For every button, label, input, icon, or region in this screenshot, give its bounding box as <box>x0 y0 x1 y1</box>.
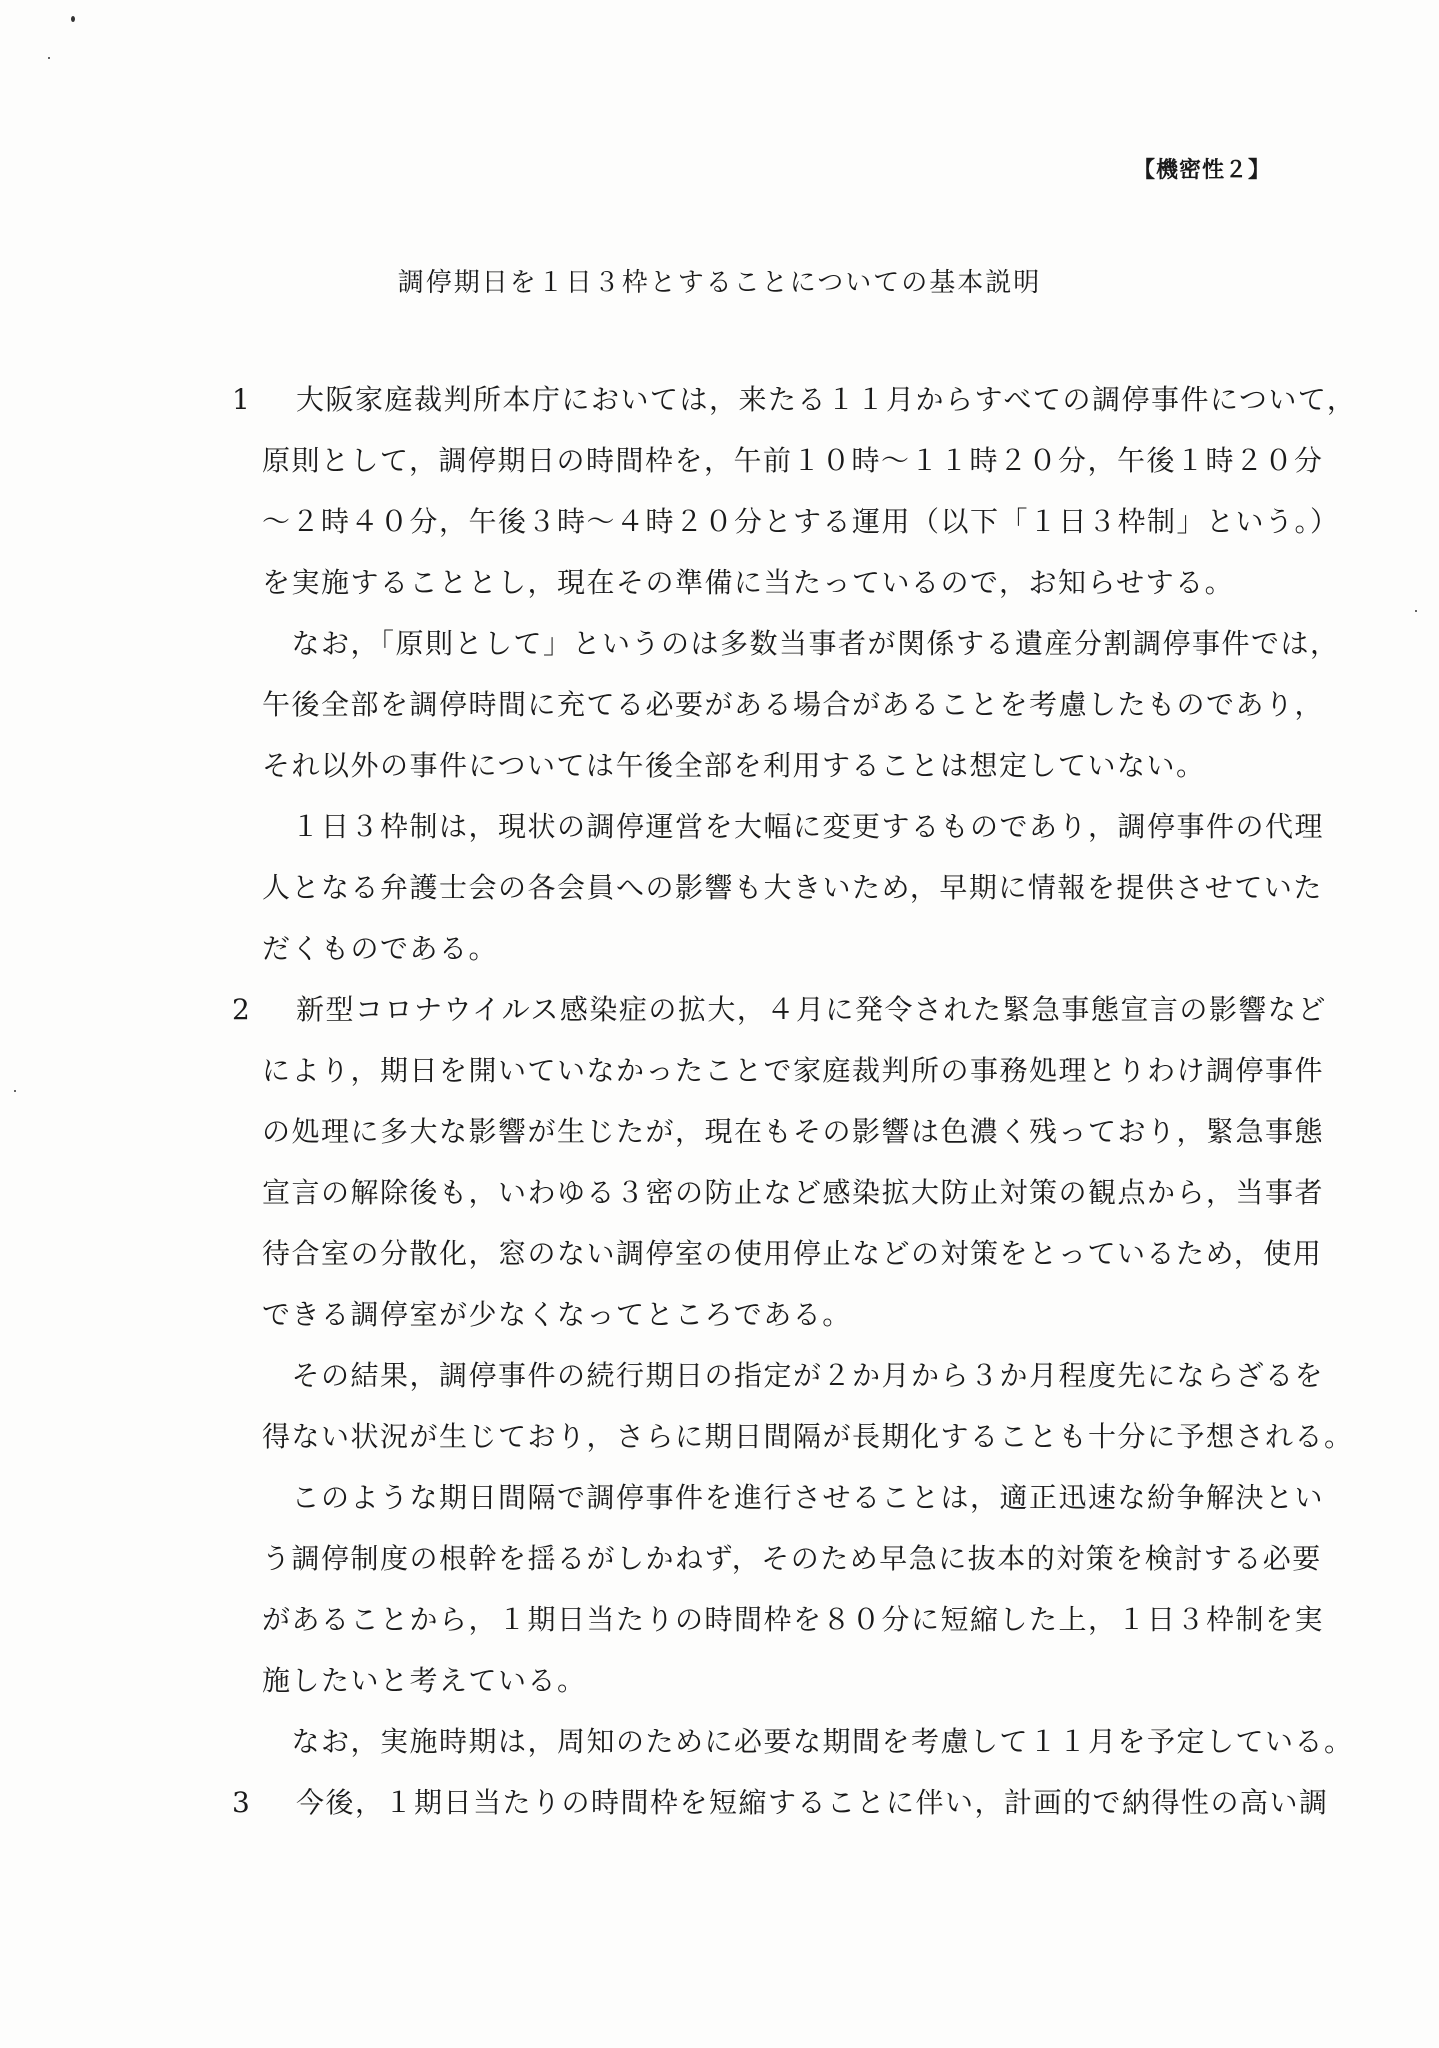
confidentiality-label: 【機密性２】 <box>1132 158 1271 183</box>
body-line: 原則として，調停期日の時間枠を，午前１０時～１１時２０分，午後１時２０分 <box>262 444 1324 477</box>
body-line: 人となる弁護士会の各会員への影響も大きいため，早期に情報を提供させていた <box>262 871 1323 904</box>
body-line: その結果，調停事件の続行期日の指定が２か月から３か月程度先にならざるを <box>262 1359 1325 1392</box>
body-line: 得ない状況が生じており，さらに期日間隔が長期化することも十分に予想される。 <box>262 1420 1354 1453</box>
document-title: 調停期日を１日３枠とすることについての基本説明 <box>397 268 1042 298</box>
body-line: 待合室の分散化，窓のない調停室の使用停止などの対策をとっているため，使用 <box>262 1237 1323 1270</box>
body-line: できる調停室が少なくなってところである。 <box>262 1298 852 1331</box>
body-line: 今後，１期日当たりの時間枠を短縮することに伴い，計画的で納得性の高い調 <box>296 1786 1329 1819</box>
body-line: の処理に多大な影響が生じたが，現在もその影響は色濃く残っており，緊急事態 <box>262 1115 1325 1148</box>
section-number: 1 <box>232 383 250 416</box>
scan-speck <box>48 57 50 59</box>
section-number: 3 <box>232 1786 250 1819</box>
body-line: を実施することとし，現在その準備に当たっているので，お知らせする。 <box>262 566 1235 599</box>
body-line: 大阪家庭裁判所本庁においては，来たる１１月からすべての調停事件について， <box>296 383 1357 416</box>
body-line: により，期日を開いていなかったことで家庭裁判所の事務処理とりわけ調停事件 <box>262 1054 1325 1087</box>
scan-speck <box>14 1090 16 1092</box>
scan-speck <box>1415 610 1417 612</box>
body-line: ～２時４０分，午後３時～４時２０分とする運用（以下「１日３枠制」という。） <box>262 505 1340 538</box>
body-line: う調停制度の根幹を揺るがしかねず，そのため早急に抜本的対策を検討する必要 <box>262 1542 1322 1575</box>
body-line: それ以外の事件については午後全部を利用することは想定していない。 <box>262 749 1206 782</box>
body-line: 宣言の解除後も，いわゆる３密の防止など感染拡大防止対策の観点から，当事者 <box>262 1176 1325 1209</box>
body-line: 午後全部を調停時間に充てる必要がある場合があることを考慮したものであり， <box>262 688 1325 721</box>
body-line: 施したいと考えている。 <box>262 1664 587 1697</box>
body-line: だくものである。 <box>262 932 499 965</box>
body-line: 新型コロナウイルス感染症の拡大，４月に発令された緊急事態宣言の影響など <box>296 993 1327 1026</box>
body-line: このような期日間隔で調停事件を進行させることは，適正迅速な紛争解決とい <box>262 1481 1325 1514</box>
scan-speck <box>71 16 75 22</box>
body-line: なお，「原則として」というのは多数当事者が関係する遺産分割調停事件では， <box>262 627 1340 660</box>
body-line: １日３枠制は，現状の調停運営を大幅に変更するものであり，調停事件の代理 <box>262 810 1325 843</box>
body-line: なお，実施時期は，周知のために必要な期間を考慮して１１月を予定している。 <box>262 1725 1354 1758</box>
section-number: 2 <box>232 993 250 1026</box>
body-line: があることから，１期日当たりの時間枠を８０分に短縮した上，１日３枠制を実 <box>262 1603 1325 1636</box>
